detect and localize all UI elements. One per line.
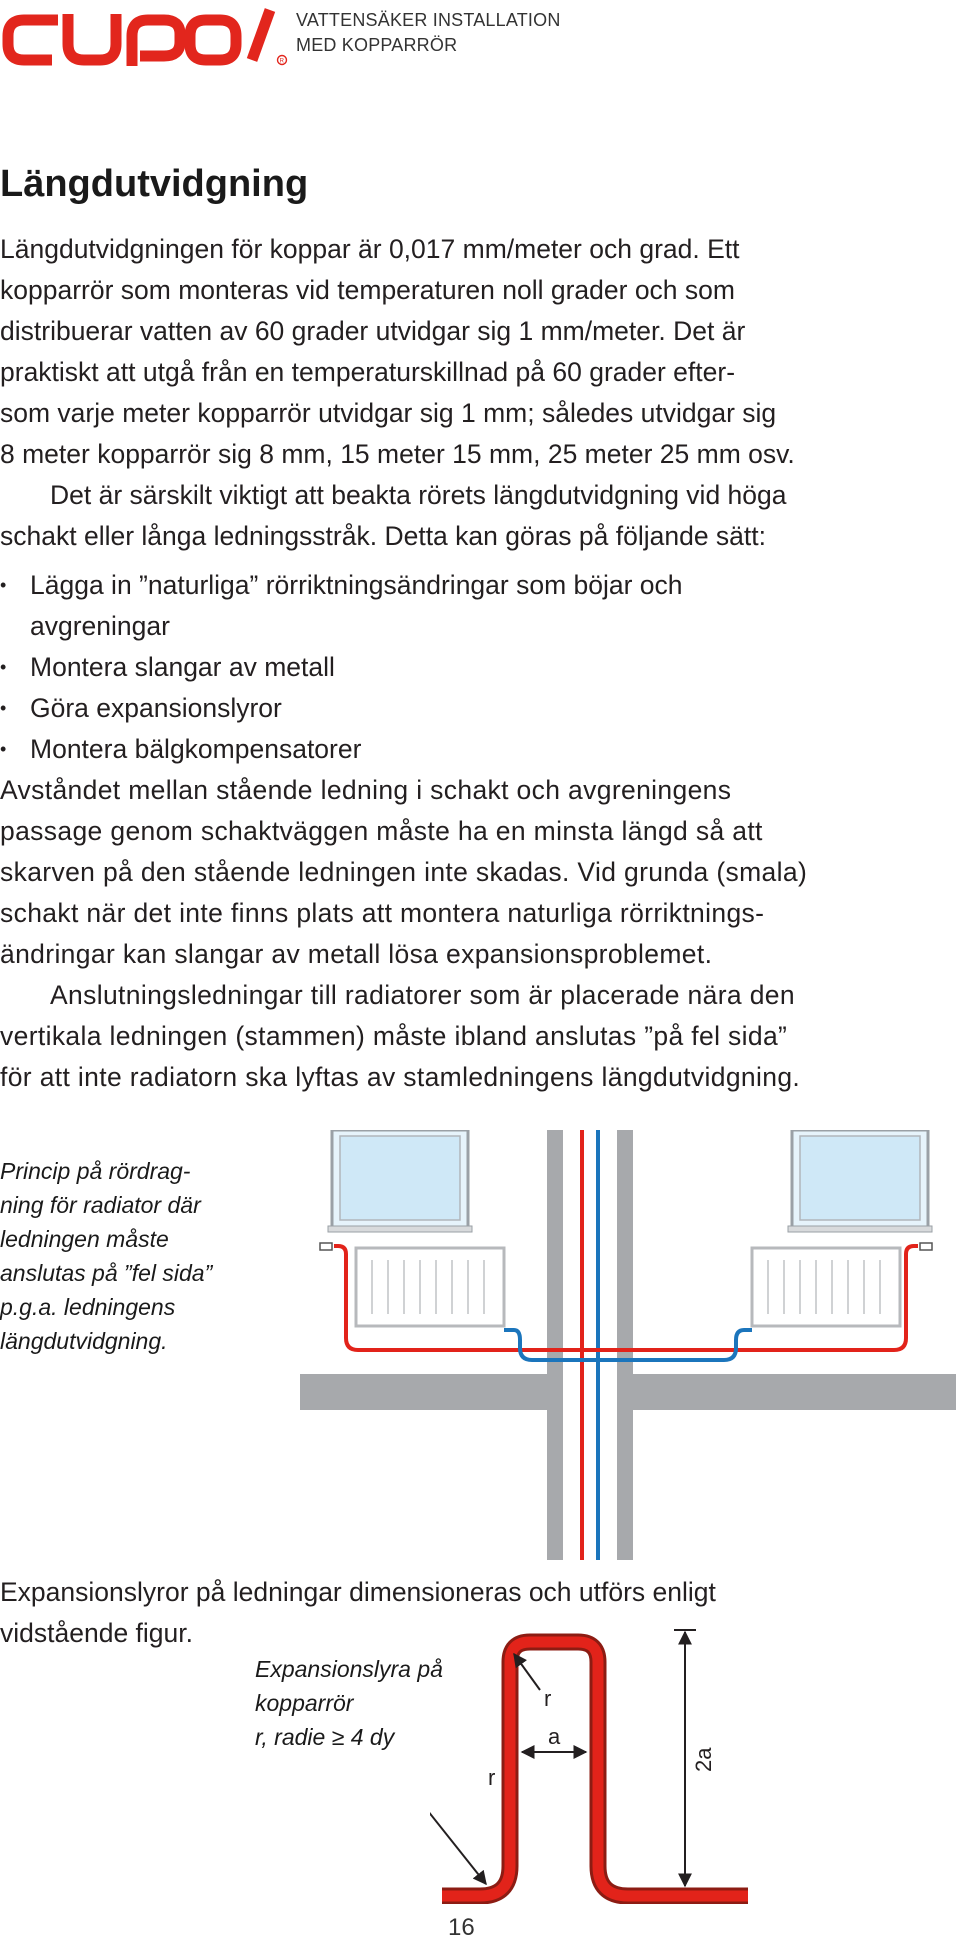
caption-line: längdutvidgning. xyxy=(0,1328,168,1354)
text-line: distribuerar vatten av 60 grader utvidgar sig 1 mm/meter. Det är xyxy=(0,316,746,346)
floor-slab xyxy=(300,1374,956,1410)
list-item-text: avgreningar xyxy=(30,611,170,641)
text-line: som varje meter kopparrör utvidgar sig 1 mm; således utvidgar sig xyxy=(0,398,777,428)
header-title-line-1: VATTENSÄKER INSTALLATION xyxy=(296,10,561,30)
label-a: a xyxy=(548,1724,561,1749)
cupori-logo xyxy=(0,0,290,72)
bullet-icon: • xyxy=(0,739,7,759)
text-line: Längdutvidgningen för koppar är 0,017 mm/meter och grad. Ett xyxy=(0,234,740,264)
text-line: vidstående figur. xyxy=(0,1618,193,1648)
list-item xyxy=(0,565,958,647)
caption-line: r, radie ≥ 4 dy xyxy=(255,1724,395,1750)
text-line: 8 meter kopparrör sig 8 mm, 15 meter 15 mm, 25 meter 25 mm osv. xyxy=(0,439,795,469)
radiator-right xyxy=(752,1248,900,1326)
svg-text:R: R xyxy=(279,58,284,65)
text-line: passage genom schaktväggen måste ha en minsta längd så att xyxy=(0,816,763,846)
bullet-icon: • xyxy=(0,657,7,677)
valve-left xyxy=(320,1243,332,1250)
caption-line: p.g.a. ledningens xyxy=(0,1294,176,1320)
text-line: kopparrör som monteras vid temperaturen noll grader och som xyxy=(0,275,735,305)
caption-line: ledningen måste xyxy=(0,1226,169,1252)
bullet-icon: • xyxy=(0,698,7,718)
list-item-text: Lägga in ”naturliga” rörriktningsändringar som böjar och xyxy=(30,570,683,600)
label-r-top: r xyxy=(544,1686,552,1711)
list-item-text: Göra expansionslyror xyxy=(30,693,282,723)
paragraph-expansion-rate xyxy=(0,229,958,475)
list-item-text: Montera slangar av metall xyxy=(30,652,335,682)
page-number: 16 xyxy=(448,1914,475,1941)
bullet-icon: • xyxy=(0,575,7,595)
label-r-bottom: r xyxy=(488,1765,496,1790)
caption-line: anslutas på ”fel sida” xyxy=(0,1260,213,1286)
method-bullet-list xyxy=(0,565,958,770)
list-item xyxy=(0,647,958,688)
text-line: för att inte radiatorn ska lyftas av stamledningens längdutvidgning. xyxy=(0,1062,801,1092)
radiator-left xyxy=(356,1248,504,1326)
figure-1-caption xyxy=(0,1154,212,1358)
paragraph-shafts xyxy=(0,475,958,557)
text-line: Expansionslyror på ledningar dimensioneras och utförs enligt xyxy=(0,1577,716,1607)
valve-right xyxy=(920,1243,932,1250)
caption-line: kopparrör xyxy=(255,1690,354,1716)
text-line: praktiskt att utgå från en temperaturskillnad på 60 grader efter- xyxy=(0,357,736,387)
window-left xyxy=(328,1130,472,1232)
paragraph-shaft-distance xyxy=(0,770,958,975)
radiator-piping-illustration xyxy=(300,1130,956,1560)
text-line: Anslutningsledningar till radiatorer som är placerade nära den xyxy=(50,980,795,1010)
text-line: ändringar kan slangar av metall lösa expansionsproblemet. xyxy=(0,939,713,969)
label-2a: 2a xyxy=(691,1747,716,1772)
caption-line: Expansionslyra på xyxy=(255,1656,443,1682)
list-item xyxy=(0,729,958,770)
text-line: schakt eller långa ledningsstråk. Detta kan göras på följande sätt: xyxy=(0,521,767,551)
window-right xyxy=(788,1130,932,1232)
text-line: Det är särskilt viktigt att beakta rörets längdutvidgning vid höga xyxy=(50,480,787,510)
text-line: vertikala ledningen (stammen) måste ibland anslutas ”på fel sida” xyxy=(0,1021,788,1051)
caption-line: ning för radiator där xyxy=(0,1192,201,1218)
radius-bottom-arrow xyxy=(430,1806,486,1884)
shaft-cavity xyxy=(563,1130,617,1560)
text-line: Avståndet mellan stående ledning i schakt och avgreningens xyxy=(0,775,732,805)
header-title-line-2: MED KOPPARRÖR xyxy=(296,35,458,55)
paragraph-radiator-connection xyxy=(0,975,958,1098)
text-line: schakt när det inte finns plats att montera naturliga rörriktnings- xyxy=(0,898,765,928)
list-item xyxy=(0,688,958,729)
page-title: Längdutvidgning xyxy=(0,163,309,205)
list-item-text: Montera bälgkompensatorer xyxy=(30,734,362,764)
text-line: skarven på den stående ledningen inte skadas. Vid grunda (smala) xyxy=(0,857,808,887)
caption-line: Princip på rördrag- xyxy=(0,1158,191,1184)
figure-2-caption xyxy=(255,1652,443,1754)
expansion-loop-diagram xyxy=(430,1628,760,1904)
